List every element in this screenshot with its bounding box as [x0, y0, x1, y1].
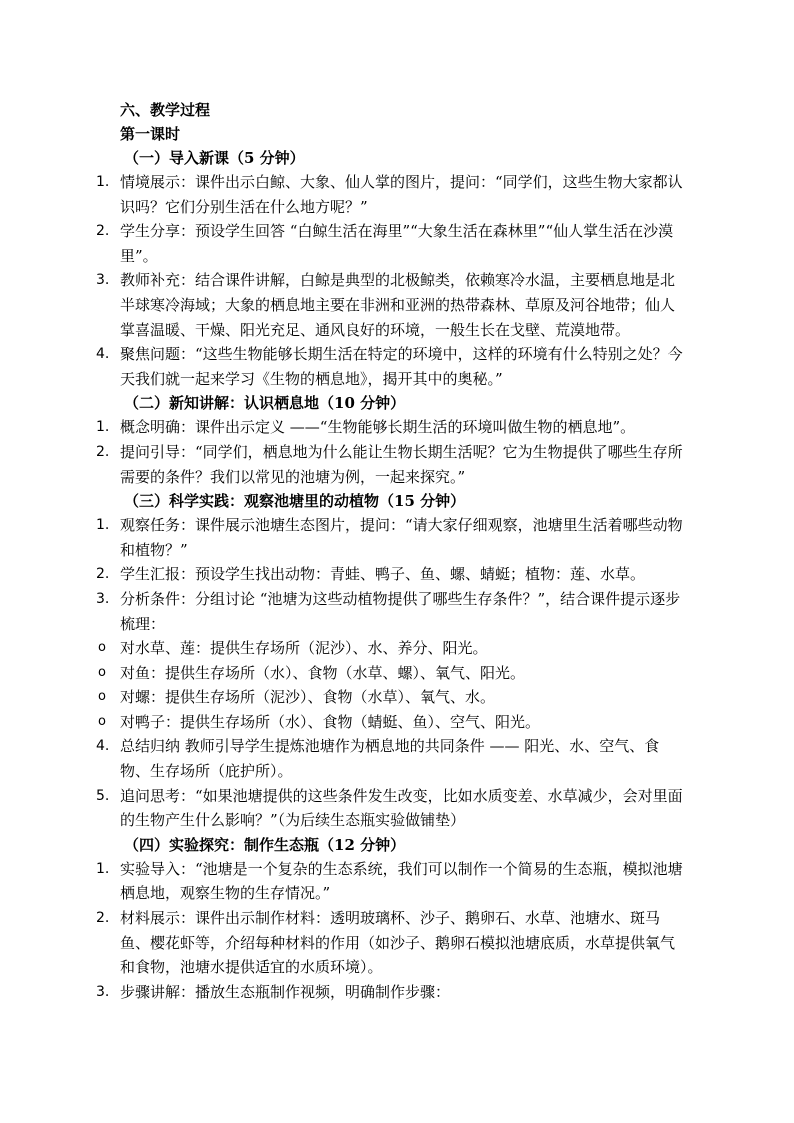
list-item-text: 实验导入：“池塘是一个复杂的生态系统，我们可以制作一个简易的生态瓶，模拟池塘栖息地，观察生物的生存情况。” — [120, 859, 683, 903]
list-item — [96, 734, 686, 783]
list-item — [96, 636, 686, 661]
list-item-text: 追问思考：“如果池塘提供的这些条件发生改变，比如水质变差、水草减少，会对里面的生物产生什么影响？”（为后续生态瓶实验做铺垫） — [120, 786, 683, 830]
list-number: 4. — [96, 346, 110, 363]
document-content — [96, 98, 686, 1004]
list-item-text: 情境展示：课件出示白鲸、大象、仙人掌的图片，提问：“同学们，这些生物大家都认识吗？它们分别生活在什么地方呢？” — [120, 173, 683, 216]
list-item-text: 学生汇报：预设学生找出动物：青蛙、鸭子、鱼、螺、蜻蜓；植物：莲、水草。 — [120, 565, 646, 584]
list-item — [96, 513, 686, 562]
list-item — [96, 857, 686, 906]
list-item — [96, 440, 686, 489]
lesson-parts — [96, 146, 686, 1004]
list-item — [96, 980, 686, 1005]
bullet-marker: o — [98, 689, 106, 705]
part-heading: （二）新知讲解：认识栖息地（10 分钟） — [124, 394, 406, 413]
list-number: 1. — [96, 174, 110, 190]
list-item-text: 提问引导：“同学们，栖息地为什么能让生物长期生活呢？它为生物提供了哪些生存所需要的条件？我们以常见的池塘为例，一起来探究。” — [120, 442, 683, 486]
list-number: 3. — [96, 272, 110, 289]
part-heading: （三）科学实践：观察池塘里的动植物（15 分钟） — [124, 492, 466, 511]
list-item — [96, 685, 686, 710]
list-number: 4. — [96, 738, 110, 755]
list-number: 2. — [96, 566, 110, 583]
list-item-text: 对螺：提供生存场所（泥沙）、食物（水草）、氧气、水。 — [120, 688, 496, 707]
lesson-title: 第一课时 — [120, 125, 181, 143]
list-item — [96, 562, 686, 587]
list-item — [96, 415, 686, 440]
list-item-text: 分析条件：分组讨论 “池塘为这些动植物提供了哪些生存条件？”，结合课件提示逐步梳理： — [120, 589, 681, 633]
list-item-text: 学生分享：预设学生回答 “白鲸生活在海里”“大象生活在森林里”“仙人掌生活在沙漠里”。 — [120, 222, 674, 265]
list-number: 3. — [96, 983, 110, 1000]
list-number: 3. — [96, 590, 110, 607]
list-item-text: 聚焦问题：“这些生物能够长期生活在特定的环境中，这样的环境有什么特别之处？今天我们就一起来学习《生物的栖息地》，揭开其中的奥秘。” — [120, 345, 683, 388]
list-item-text: 教师补充：结合课件讲解，白鲸是典型的北极鲸类，依赖寒冷水温，主要栖息地是北半球寒冷海域；大象的栖息地主要在非洲和亚洲的热带森林、草原及河谷地带；仙人掌喜温暖、干燥、阳光充足、通风良好的环境，一般生长在戈壁、荒漠地带。 — [120, 271, 676, 339]
list-item — [96, 268, 686, 342]
list-number: 2. — [96, 223, 110, 240]
list-item — [96, 710, 686, 735]
list-item-text: 观察任务：课件展示池塘生态图片，提问：“请大家仔细观察，池塘里生活着哪些动物和植物？” — [120, 516, 683, 559]
list-item-text: 对鸭子：提供生存场所（水）、食物（蜻蜓、鱼）、空气、阳光。 — [120, 712, 541, 731]
list-item-text: 步骤讲解：播放生态瓶制作视频，明确制作步骤： — [120, 982, 451, 1001]
list-item-text: 对水草、莲：提供生存场所（泥沙）、水、养分、阳光。 — [120, 639, 488, 658]
list-item — [96, 661, 686, 686]
list-number: 1. — [96, 419, 110, 436]
bullet-marker: o — [98, 640, 106, 656]
list-item-text: 概念明确：课件出示定义 ——“生物能够长期生活的环境叫做生物的栖息地”。 — [120, 418, 636, 437]
list-item — [96, 342, 686, 391]
list-number: 2. — [96, 443, 110, 460]
list-item — [96, 587, 686, 636]
bullet-marker: o — [98, 664, 106, 680]
list-item-text: 总结归纳 教师引导学生提炼池塘作为栖息地的共同条件 —— 阳光、水、空气、食物、生存场所（庇护所）。 — [120, 737, 660, 781]
list-item — [96, 219, 686, 268]
list-number: 1. — [96, 860, 110, 877]
list-item — [96, 170, 686, 219]
list-item — [96, 784, 686, 833]
list-item-text: 对鱼：提供生存场所（水）、食物（水草、螺）、氧气、阳光。 — [120, 663, 526, 682]
list-number: 5. — [96, 787, 110, 804]
part-heading: （一）导入新课（5 分钟） — [124, 149, 305, 167]
list-number: 2. — [96, 910, 110, 927]
bullet-marker: o — [98, 713, 106, 729]
list-number: 1. — [96, 517, 110, 534]
part-heading: （四）实验探究：制作生态瓶（12 分钟） — [124, 835, 406, 854]
section-title: 六、教学过程 — [120, 101, 211, 119]
list-item — [96, 906, 686, 980]
list-item-text: 材料展示：课件出示制作材料：透明玻璃杯、沙子、鹅卵石、水草、池塘水、斑马鱼、樱花虾等，介绍每种材料的作用（如沙子、鹅卵石模拟池塘底质，水草提供氧气和食物，池塘水提供适宜的水质环境）。 — [120, 909, 676, 977]
